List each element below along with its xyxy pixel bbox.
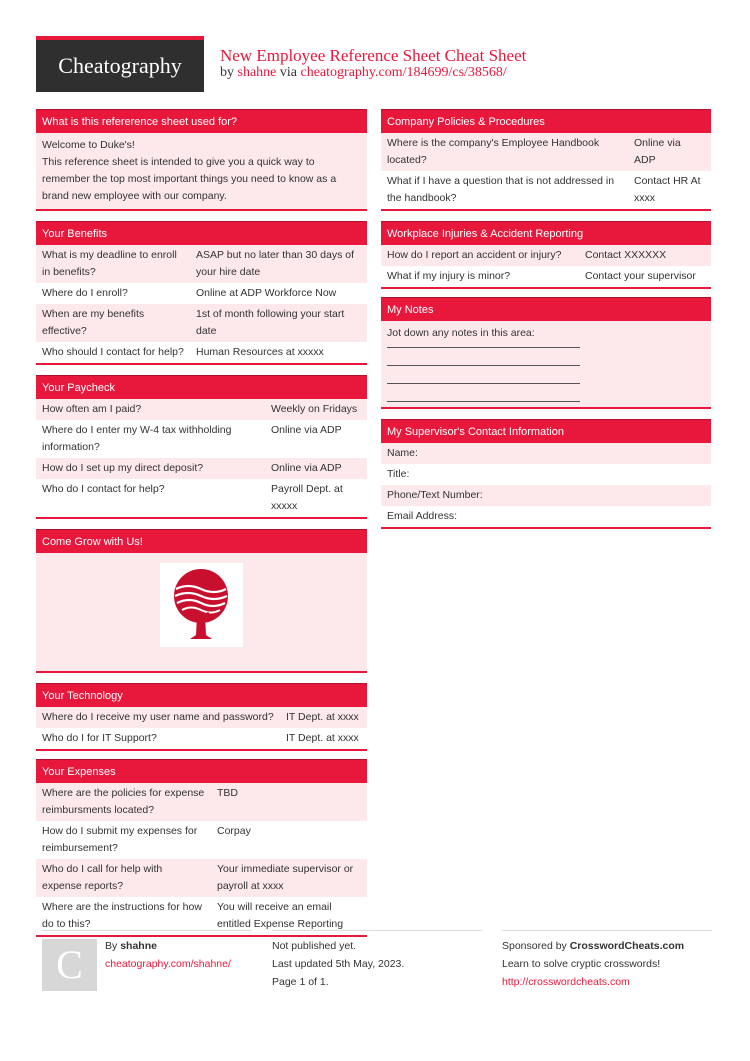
tree-icon (160, 563, 243, 647)
section-supervisor (381, 419, 711, 529)
question: What is my deadline to enroll (42, 249, 177, 261)
table-row (381, 485, 711, 506)
question: Who do I call for help with (42, 863, 163, 875)
question: How often am I paid? (42, 403, 142, 415)
question: expense reports? (42, 880, 124, 892)
purpose-line: Welcome to Duke's! (42, 139, 135, 151)
section-title: Your Technology (36, 683, 367, 707)
table-row (36, 728, 367, 749)
page-number: Page 1 of 1. (272, 976, 329, 988)
footer-author-name: shahne (120, 940, 157, 952)
section-title: What is this refererence sheet used for? (36, 109, 367, 133)
table-row (381, 133, 711, 171)
notes-area[interactable] (381, 321, 711, 407)
answer: ASAP but no later than 30 days of (196, 249, 354, 261)
question: reimbursement? (42, 842, 118, 854)
notes-line (387, 384, 580, 402)
section-title: My Notes (381, 297, 711, 321)
image-area (36, 553, 367, 671)
answer: Contact your supervisor (585, 270, 696, 282)
field-label: Email Address: (387, 510, 458, 522)
question: When are my benefits (42, 308, 145, 320)
table-row (36, 283, 367, 304)
answer: payroll at xxxx (217, 880, 284, 892)
sponsor-link[interactable]: http://crosswordcheats.com (502, 976, 630, 988)
table-row (381, 464, 711, 485)
section-title: Your Benefits (36, 221, 367, 245)
section-title: My Supervisor's Contact Information (381, 419, 711, 443)
section-benefits (36, 221, 367, 365)
answer: entitled Expense Reporting (217, 918, 344, 930)
cheatography-logo[interactable]: Cheatography (36, 36, 204, 92)
table-row (36, 420, 367, 458)
notes-line (387, 348, 580, 366)
purpose-line: brand new employee with our company. (42, 190, 227, 202)
section-purpose (36, 109, 367, 211)
answer: Human Resources at xxxxx (196, 346, 324, 358)
question: information? (42, 441, 100, 453)
question: How do I report an accident or injury? (387, 249, 562, 261)
notes-prompt: Jot down any notes in this area: (387, 327, 535, 339)
field-label: Phone/Text Number: (387, 489, 483, 501)
via-word: via (279, 65, 297, 80)
table-row (36, 707, 367, 728)
right-column (381, 109, 711, 537)
question: Who should I contact for help? (42, 346, 184, 358)
table-row (36, 342, 367, 363)
answer: IT Dept. at xxxx (286, 732, 359, 744)
question: do to this? (42, 918, 91, 930)
section-title: Your Expenses (36, 759, 367, 783)
answer: Corpay (217, 825, 251, 837)
table-row (381, 266, 711, 287)
section-injuries (381, 221, 711, 289)
by-label: By (105, 940, 118, 952)
answer: Your immediate supervisor or (217, 863, 354, 875)
question: Where do I enroll? (42, 287, 128, 299)
section-policies (381, 109, 711, 211)
footer-divider (42, 930, 252, 931)
answer: Online at ADP Workforce Now (196, 287, 337, 299)
tree-logo-image (160, 563, 243, 647)
section-grow (36, 529, 367, 673)
sheet-url-link[interactable]: cheatography.com/184699/cs/38568/ (300, 65, 507, 80)
answer: TBD (217, 787, 238, 799)
question: reimbursments located? (42, 804, 155, 816)
table-row (36, 245, 367, 283)
last-updated: Last updated 5th May, 2023. (272, 958, 405, 970)
answer: xxxxx (271, 500, 298, 512)
question: Where are the policies for expense (42, 787, 205, 799)
author-link[interactable]: shahne (237, 65, 277, 80)
question: What if my injury is minor? (387, 270, 511, 282)
table-row (36, 304, 367, 342)
question: in benefits? (42, 266, 96, 278)
sponsor-tagline: Learn to solve cryptic crosswords! (502, 958, 661, 970)
question: Where is the company's Employee Handbook (387, 137, 600, 149)
by-word: by (220, 65, 234, 80)
left-column (36, 109, 367, 945)
question: located? (387, 154, 427, 166)
answer: your hire date (196, 266, 261, 278)
footer-author-link[interactable]: cheatography.com/shahne/ (105, 958, 231, 970)
section-paycheck (36, 375, 367, 519)
answer: ADP (634, 154, 656, 166)
answer: Weekly on Fridays (271, 403, 358, 415)
table-row (381, 245, 711, 266)
section-technology (36, 683, 367, 751)
footer-divider (502, 930, 712, 931)
sponsor-name: CrosswordCheats.com (569, 940, 685, 952)
section-title: Workplace Injuries & Accident Reporting (381, 221, 711, 245)
answer: You will receive an email (217, 901, 332, 913)
purpose-line: This reference sheet is intended to give you a quick way to (42, 156, 315, 168)
question: Who do I contact for help? (42, 483, 165, 495)
answer: Online via ADP (271, 424, 342, 436)
sponsor-prefix: Sponsored by (502, 940, 567, 952)
section-notes (381, 297, 711, 409)
answer: date (196, 325, 217, 337)
question: How do I submit my expenses for (42, 825, 198, 837)
footer-author (105, 938, 157, 955)
purpose-line: remember the top most important things you need to know as a (42, 173, 337, 185)
page-title: New Employee Reference Sheet Cheat Sheet (220, 46, 527, 65)
author-avatar[interactable]: C (42, 939, 97, 991)
answer: Online via ADP (271, 462, 342, 474)
byline (220, 65, 507, 81)
question: effective? (42, 325, 87, 337)
question: Where are the instructions for how (42, 901, 202, 913)
section-title: Your Paycheck (36, 375, 367, 399)
question: Who do I for IT Support? (42, 732, 157, 744)
notes-line (387, 366, 580, 384)
answer: IT Dept. at xxxx (286, 711, 359, 723)
footer-divider (272, 930, 482, 931)
table-row (36, 859, 367, 897)
section-expenses (36, 759, 367, 937)
publish-status: Not published yet. (272, 940, 357, 952)
answer: xxxx (634, 192, 655, 204)
answer: Contact HR At (634, 175, 701, 187)
section-title: Come Grow with Us! (36, 529, 367, 553)
answer: Contact XXXXXX (585, 249, 667, 261)
question: Where do I receive my user name and password? (42, 711, 274, 723)
field-label: Name: (387, 447, 418, 459)
question: Where do I enter my W-4 tax withholding (42, 424, 232, 436)
question: How do I set up my direct deposit? (42, 462, 204, 474)
section-title: Company Policies & Procedures (381, 109, 711, 133)
table-row (381, 506, 711, 527)
answer: Online via (634, 137, 681, 149)
answer: Payroll Dept. at (271, 483, 343, 495)
purpose-text (36, 133, 367, 209)
table-row (36, 821, 367, 859)
table-row (36, 479, 367, 517)
field-label: Title: (387, 468, 410, 480)
table-row (381, 171, 711, 209)
question: What if I have a question that is not addressed in (387, 175, 615, 187)
table-row (36, 783, 367, 821)
table-row (381, 443, 711, 464)
table-row (36, 458, 367, 479)
table-row (36, 399, 367, 420)
question: the handbook? (387, 192, 457, 204)
sponsor-line (502, 938, 684, 955)
answer: 1st of month following your start (196, 308, 345, 320)
